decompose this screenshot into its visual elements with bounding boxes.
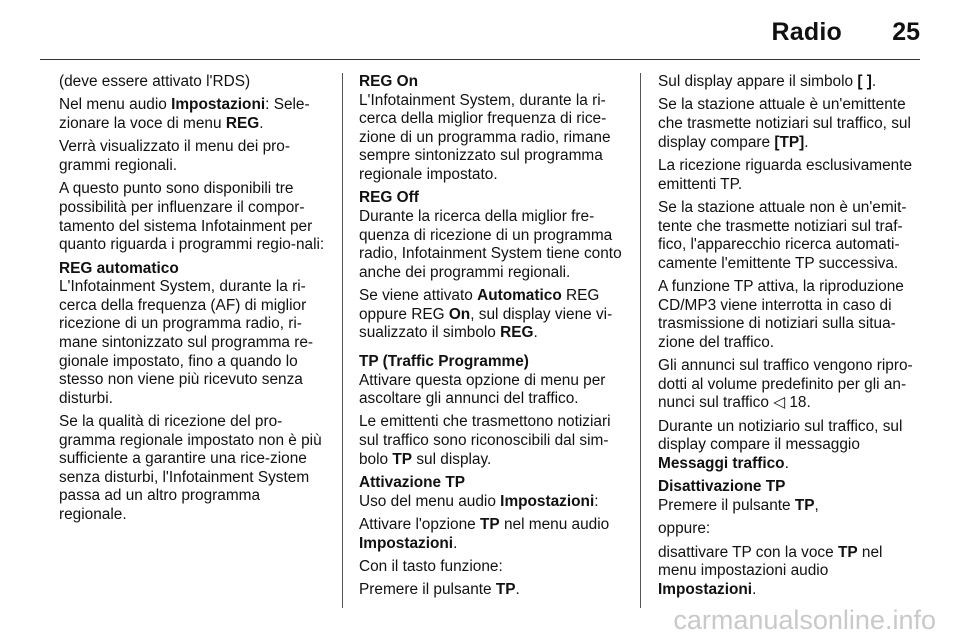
column-divider-1: [342, 73, 343, 608]
paragraph: Attivare l'opzione TP nel menu audio Impostazioni.: [359, 516, 610, 552]
paragraph: Uso del menu audio Impostazioni:: [359, 492, 599, 510]
watermark: carmanualsonline.info: [673, 605, 936, 635]
paragraph: L'Infotainment System, durante la ri‐cerca della frequenza (AF) di miglior ricezione di un programma radio, ri‐mane sintonizzato sul programma re‐gionale impostato, fino a quando lo stesso non viene più ricevuto senza disturbi.: [59, 278, 314, 407]
page-number: 25: [892, 18, 920, 46]
paragraph: A funzione TP attiva, la riproduzione CD/MP3 viene interrotta in caso di trasmissione di notiziari sulla situa‐zione del traffico.: [658, 278, 904, 351]
column-divider-2: [640, 73, 641, 608]
paragraph: Durante un notiziario sul traffico, sul display compare il messaggio Messaggi traffico.: [658, 417, 903, 473]
paragraph: Con il tasto funzione:: [359, 558, 503, 576]
paragraph: Durante la ricerca della miglior fre‐quenza di ricezione di un programma radio, Infotainment System tiene conto anche dei programmi regionali.: [359, 207, 622, 281]
page-reference-arrow-icon: ◁: [773, 394, 786, 412]
section-heading-tp: TP (Traffic Programme): [359, 352, 529, 370]
paragraph: disattivare TP con la voce TP nel menu impostazioni audio Impostazioni.: [658, 543, 883, 599]
page-header: [0, 0, 960, 60]
header-divider: [40, 59, 920, 60]
paragraph: Verrà visualizzato il menu dei pro‐grammi regionali.: [59, 138, 290, 174]
column-1: [59, 73, 327, 529]
paragraph: Sul display appare il simbolo [ ].: [658, 73, 877, 90]
subheading-reg-on: REG On: [359, 73, 418, 90]
paragraph: Le emittenti che trasmettono notiziari sul traffico sono riconoscibili dal sim‐bolo TP sul display.: [359, 413, 611, 468]
column-2: [359, 73, 629, 605]
paragraph: Se la qualità di ricezione del pro‐gramma regionale impostato non è più sufficiente a garantire una rice‐zione senza disturbi, l'Infotainment System passa ad un altro programma regionale.: [59, 413, 322, 524]
subheading-reg-automatico: REG automatico: [59, 259, 179, 277]
subheading-reg-off: REG Off: [359, 189, 419, 207]
column-3: [658, 73, 924, 604]
paragraph: Se viene attivato Automatico REG oppure REG On, sul display viene vi‐sualizzato il simbolo REG.: [359, 287, 613, 342]
paragraph: Nel menu audio Impostazioni: Sele‐zionare la voce di menu REG.: [59, 96, 310, 132]
paragraph: Premere il pulsante TP.: [359, 581, 520, 599]
paragraph: A questo punto sono disponibili tre possibilità per influenzare il compor‐tamento del sistema Infotainment per quanto riguarda i programmi regio‐nali:: [59, 180, 325, 254]
page-title: Radio: [771, 18, 842, 46]
subheading-disattivazione-tp: Disattivazione TP: [658, 478, 786, 496]
subheading-attivazione-tp: Attivazione TP: [359, 474, 466, 492]
paragraph: L'Infotainment System, durante la ri‐cerca della miglior frequenza di rice‐zione di un programma radio, rimane sempre sintonizzato sul programma regionale impostato.: [359, 91, 611, 183]
paragraph: (deve essere attivato l'RDS): [59, 73, 251, 90]
paragraph: Attivare questa opzione di menu per ascoltare gli annunci del traffico.: [359, 371, 606, 408]
paragraph: La ricezione riguarda esclusivamente emittenti TP.: [658, 156, 913, 193]
paragraph: Gli annunci sul traffico vengono ripro‐dotti al volume predefinito per gli an‐nunci sul traffico ◁ 18.: [658, 357, 913, 412]
paragraph: Se la stazione attuale è un'emittente che trasmette notiziari sul traffico, sul display compare [TP].: [658, 96, 911, 151]
paragraph: Premere il pulsante TP,: [658, 497, 819, 515]
paragraph: oppure:: [658, 520, 711, 538]
paragraph: Se la stazione attuale non è un'emit‐tente che trasmette notiziari sul traf‐fico, l'apparecchio ricerca automati‐camente l'emittente TP successiva.: [658, 198, 907, 272]
